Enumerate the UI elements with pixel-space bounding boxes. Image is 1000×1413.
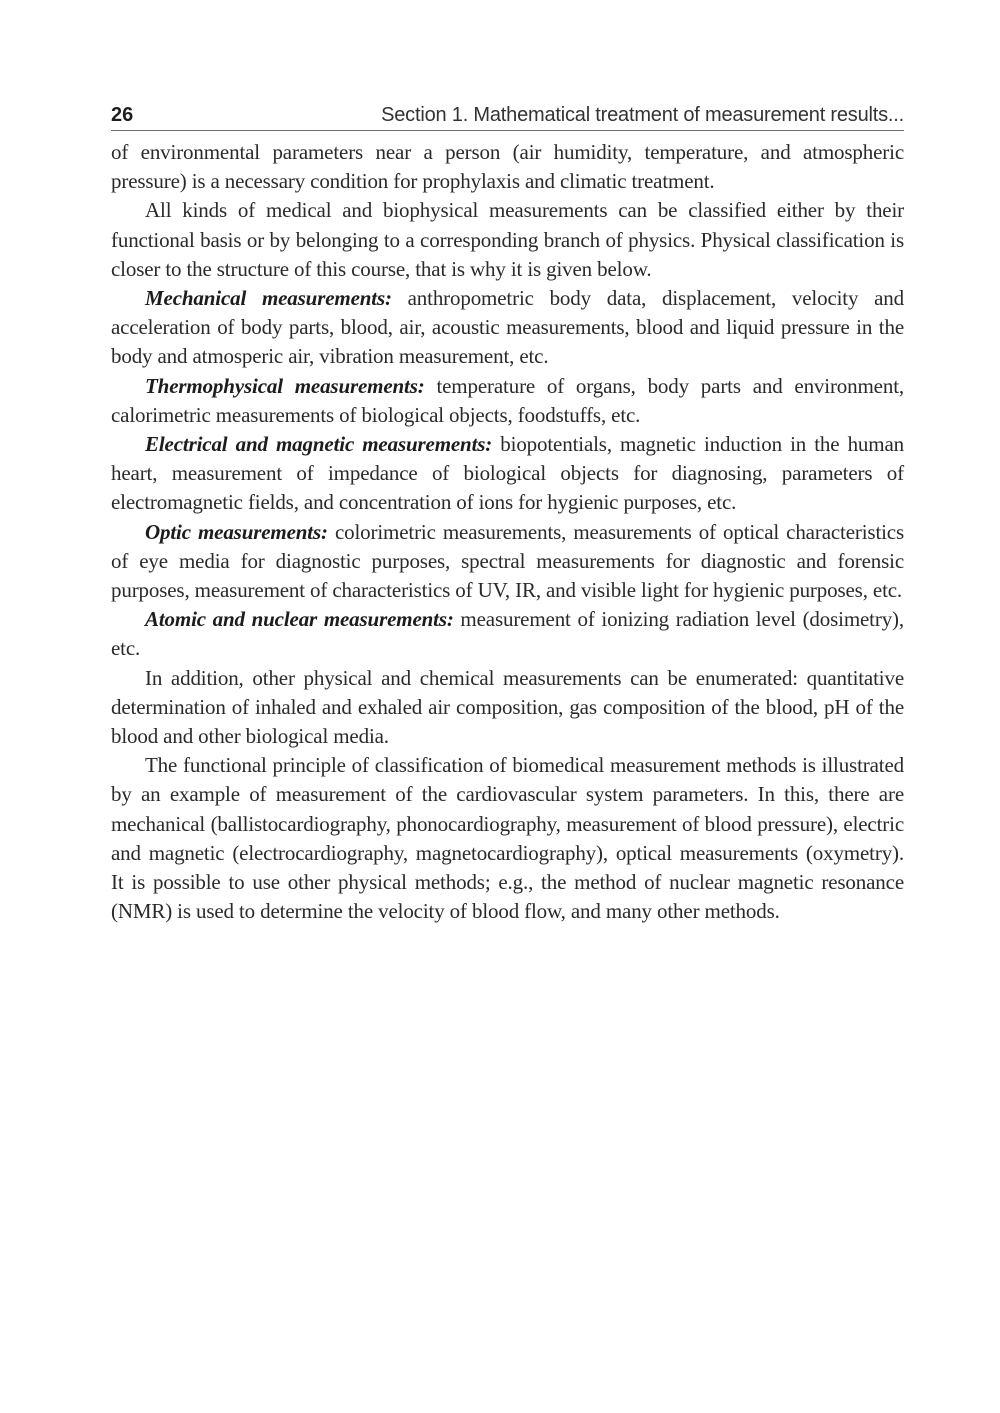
term-mechanical: Mechanical measurements: <box>145 286 392 311</box>
paragraph-mechanical <box>111 284 904 372</box>
paragraph-continuation <box>111 138 904 196</box>
body-text <box>111 138 904 926</box>
term-atomic-nuclear: Atomic and nuclear measurements: <box>145 607 454 632</box>
running-header <box>111 102 904 131</box>
term-optic: Optic measurements: <box>145 519 328 544</box>
paragraph-classification-intro <box>111 196 904 284</box>
paragraph-text: anthropometric body data, displacement, velocity and acceleration of body parts, blood, air, acoustic measurements, blood and liquid pressure in the body and atmosperic air, vibration measurement, etc. <box>111 286 904 369</box>
term-electrical-magnetic: Electrical and magnetic measurements: <box>145 432 493 457</box>
paragraph-text: biopotentials, magnetic induction in the human heart, measurement of impedance of biological objects for diagnosing, parameters of electromagnetic fields, and concentration of ions for hygienic purposes, etc. <box>111 432 904 515</box>
paragraph-text: of environmental parameters near a person (air humidity, temperature, and atmospheric pressure) is a necessary condition for prophylaxis and climatic treatment. <box>111 140 904 194</box>
section-title: Section 1. Mathematical treatment of measurement results... <box>381 104 904 126</box>
page-number: 26 <box>111 104 134 126</box>
paragraph-text: The functional principle of classification of biomedical measurement methods is illustrated by an example of measurement of the cardiovascular system parameters. In this, there are mechanical (ballistocardiography, phonocardiography, measurement of blood pressure), electric and magnetic (electrocardiography, magnetocardiography), optical measurements (oxymetry). It is possible to use other physical methods; e.g., the method of nuclear magnetic resonance (NMR) is used to determine the velocity of blood flow, and many other methods. <box>111 753 904 924</box>
paragraph-text: colorimetric measurements, measurements of optical characteristics of eye media for diagnostic purposes, spectral measurements for diagnostic and forensic purposes, measurement of characteristics of UV, IR, and visible light for hygienic purposes, etc. <box>111 519 905 603</box>
paragraph-other-measurements <box>111 664 904 752</box>
paragraph-optic <box>111 518 904 606</box>
paragraph-functional-principle <box>111 751 904 926</box>
paragraph-text: All kinds of medical and biophysical measurements can be classified either by their functional basis or by belonging to a corresponding branch of physics. Physical classification is closer to the structure of this course, that is why it is given below. <box>111 198 904 281</box>
book-page <box>111 102 904 926</box>
paragraph-text: temperature of organs, body parts and environment, calorimetric measurements of biological objects, foodstuffs, etc. <box>111 373 904 427</box>
paragraph-text: measurement of ionizing radiation level (dosimetry), etc. <box>111 607 904 661</box>
paragraph-text: In addition, other physical and chemical measurements can be enumerated: quantitative determination of inhaled and exhaled air composition, gas composition of the blood, pH of the blood and other biological media. <box>111 665 904 749</box>
paragraph-atomic-nuclear <box>111 605 904 663</box>
term-thermophysical: Thermophysical measurements: <box>145 373 425 398</box>
paragraph-electrical-magnetic <box>111 430 904 518</box>
paragraph-thermophysical <box>111 372 904 430</box>
